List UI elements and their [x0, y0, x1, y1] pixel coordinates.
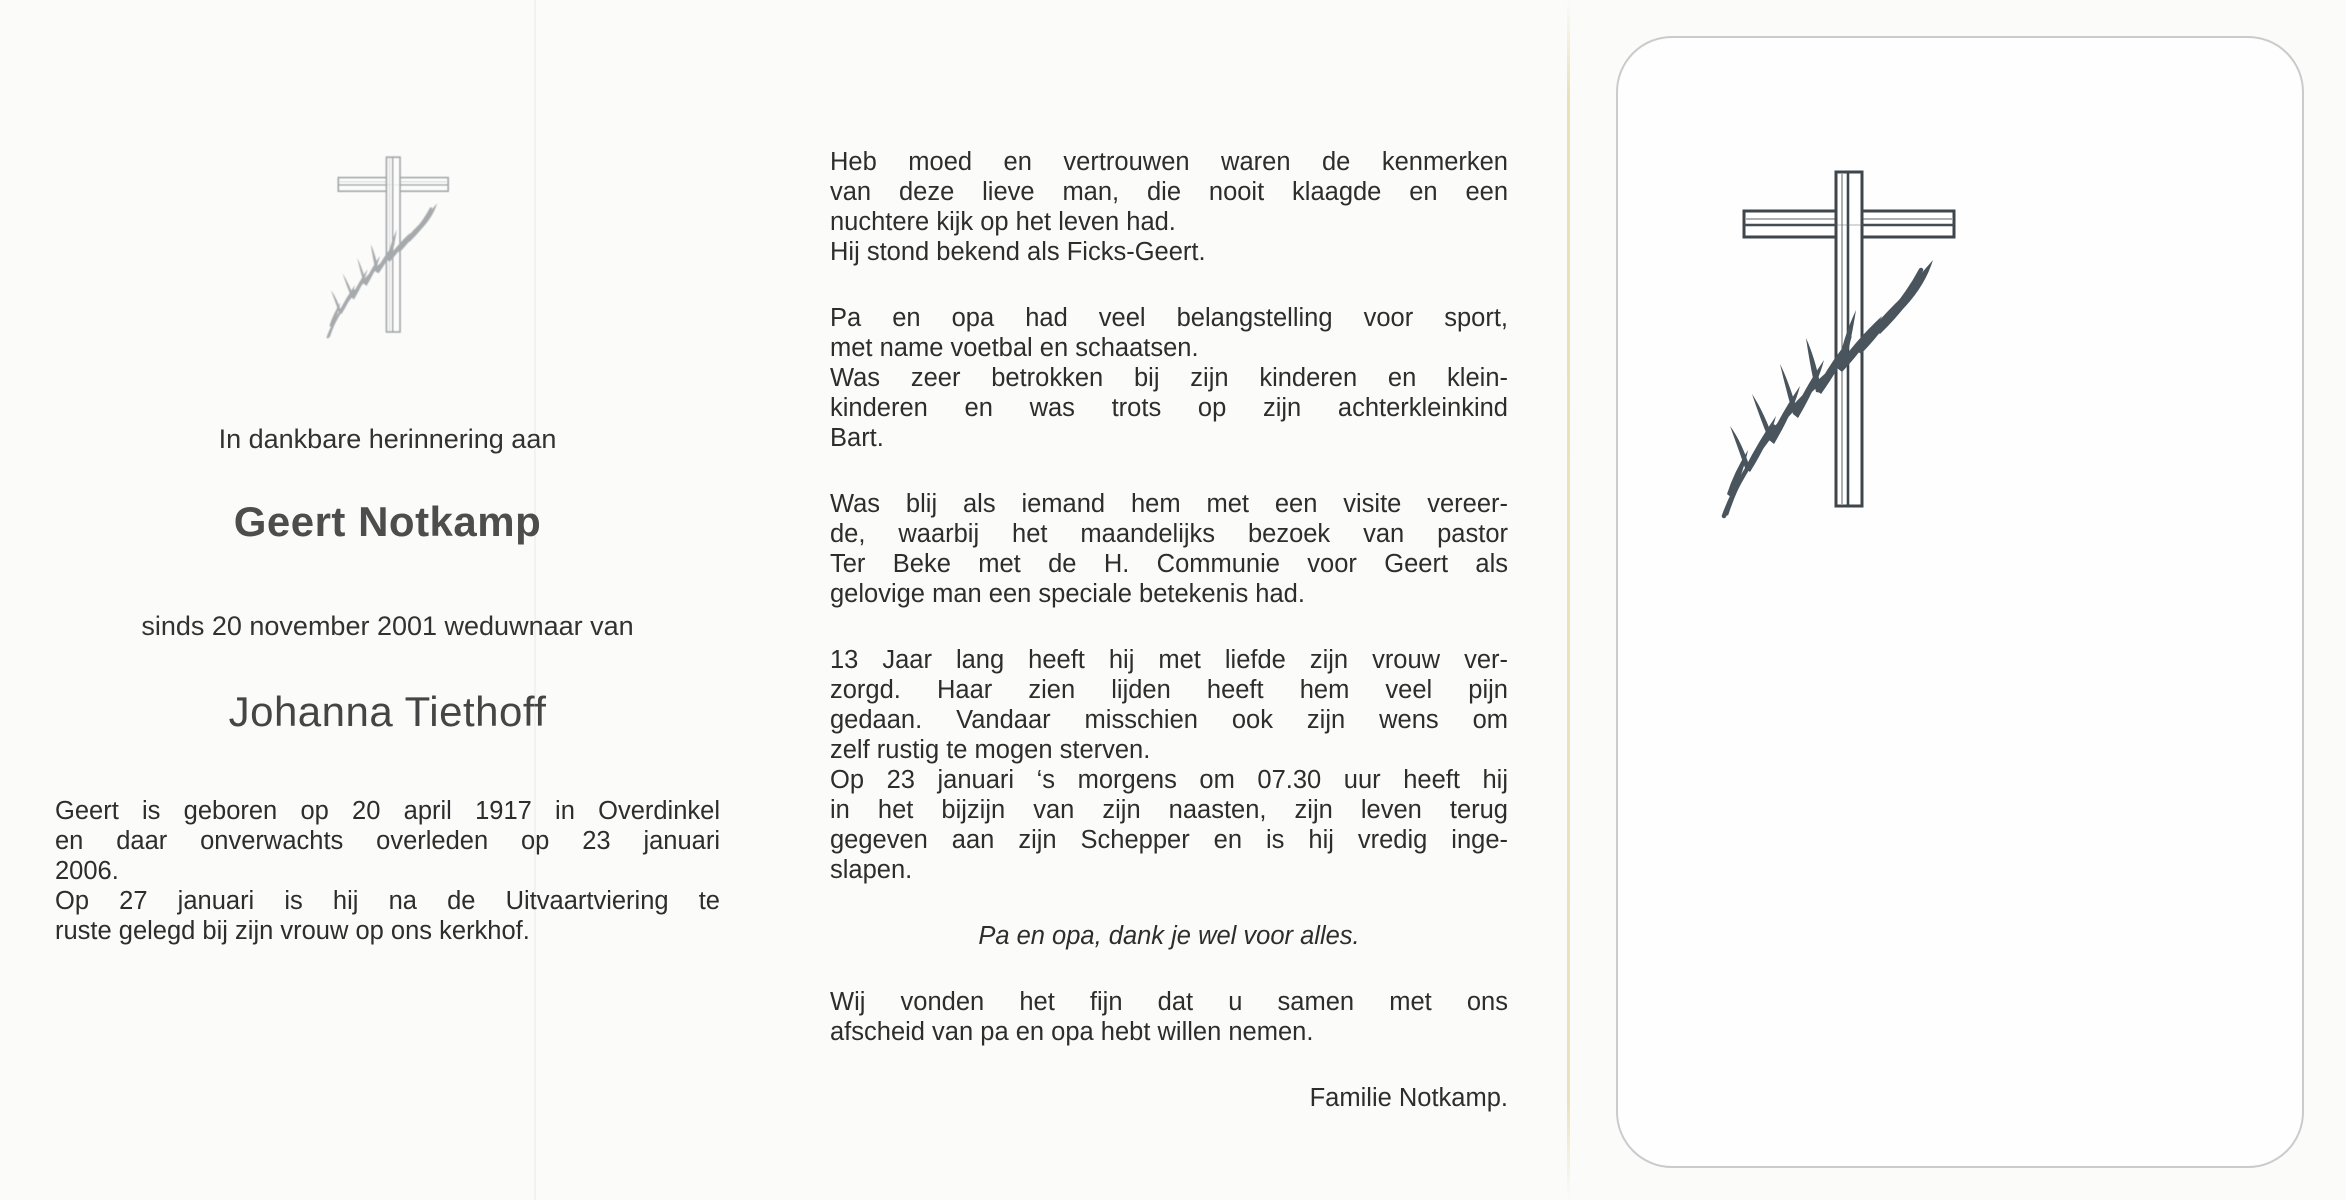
paragraph: Op 23 januari ‘s morgens om 07.30 uur heeft hij in het bijzijn van zijn naasten, zijn leven terug gegeven aan zijn Schepper en is hij vredig inge- slapen. [830, 766, 1508, 884]
bio-text [55, 796, 720, 946]
left-panel [55, 0, 720, 1200]
paragraph: Was blij als iemand hem met een visite vereer- de, waarbij het maandelijks bezoek van pastor Ter Beke met de H. Communie voor Geert als gelovige man een speciale betekenis had. [830, 490, 1508, 608]
paragraph: Hij stond bekend als Ficks-Geert. [830, 238, 1206, 266]
cross-with-wheat-icon [312, 153, 464, 344]
cross-with-wheat-icon [1694, 164, 1984, 529]
fold-line [1567, 0, 1570, 1200]
paragraph: Pa en opa had veel belangstelling voor sport, met name voetbal en schaatsen. [830, 304, 1508, 362]
middle-panel [830, 147, 1508, 1113]
paragraph: Familie Notkamp. [1309, 1084, 1508, 1112]
paragraph: Wij vonden het fijn dat u samen met ons afscheid van pa en opa hebt willen nemen. [830, 988, 1508, 1046]
widower-line: sinds 20 november 2001 weduwnaar van [141, 611, 634, 641]
paragraph: Heb moed en vertrouwen waren de kenmerken van deze lieve man, die nooit klaagde en een nuchtere kijk op het leven had. [830, 148, 1508, 236]
memorial-line: In dankbare herinnering aan [218, 424, 557, 454]
paragraph: 13 Jaar lang heeft hij met liefde zijn vrouw ver- zorgd. Haar zien lijden heeft hem veel pijn gedaan. Vandaar misschien ook zijn wens om zelf rustig te mogen sterven. [830, 646, 1508, 764]
paragraph: Pa en opa, dank je wel voor alles. [978, 922, 1360, 950]
paragraph: Was zeer betrokken bij zijn kinderen en klein- kinderen en was trots op zijn achterkleinkind Bart. [830, 364, 1508, 452]
paragraph: Op 27 januari is hij na de Uitvaartviering te ruste gelegd bij zijn vrouw op ons kerkhof. [55, 887, 720, 945]
deceased-name: Geert Notkamp [233, 498, 542, 545]
wife-name: Johanna Tiethoff [228, 688, 547, 735]
paragraph: Geert is geboren op 20 april 1917 in Overdinkel en daar onverwachts overleden op 23 januari 2006. [55, 797, 720, 885]
card-front-cover [1616, 36, 2304, 1168]
